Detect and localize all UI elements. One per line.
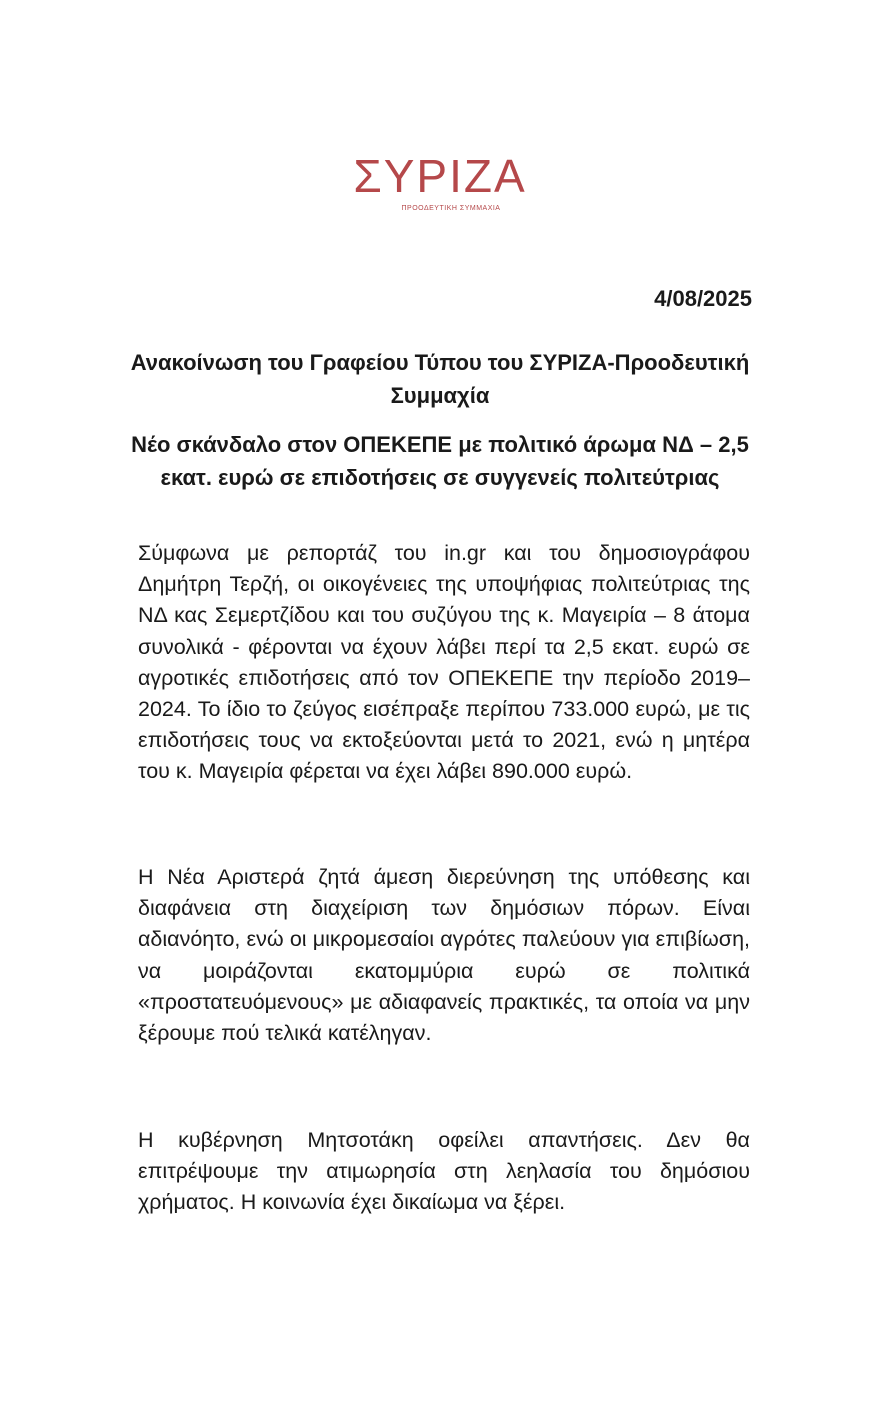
body-paragraph-3: Η κυβέρνηση Μητσοτάκη οφείλει απαντήσεις. Δεν θα επιτρέψουμε την ατιμωρησία στη λεηλασία του δημόσιου χρήματος. Η κοινωνία έχει δικαίωμα να ξέρει. bbox=[138, 1128, 750, 1215]
release-title: Νέο σκάνδαλο στον ΟΠΕΚΕΠΕ με πολιτικό άρωμα ΝΔ – 2,5 εκατ. ευρώ σε επιδοτήσεις σε συγγενείς πολιτεύτριας bbox=[131, 432, 749, 490]
body-paragraph-1: Σύμφωνα με ρεπορτάζ του in.gr και του δημοσιογράφου Δημήτρη Τερζή, οι οικογένειες της υποψήφιας πολιτεύτριας της ΝΔ κας Σεμερτζίδου και του συζύγου της κ. Μαγειρία – 8 άτομα συνολικά - φέρονται να έχουν λάβει περί τα 2,5 εκατ. ευρώ σε αγροτικές επιδοτήσεις από τον ΟΠΕΚΕΠΕ την περίοδο 2019–2024. Το ίδιο το ζεύγος εισέπραξε περίπου 733.000 ευρώ, με τις επιδοτήσεις τους να εκτοξεύονται μετά το 2021, ενώ η μητέρα του κ. Μαγειρία φέρεται να έχει λάβει 890.000 ευρώ. bbox=[138, 541, 750, 784]
release-date: 4/08/2025 bbox=[654, 286, 752, 311]
body-paragraph-2: Η Νέα Αριστερά ζητά άμεση διερεύνηση της υπόθεσης και διαφάνεια στη διαχείριση των δημόσιων πόρων. Είναι αδιανόητο, ενώ οι μικρομεσαίοι αγρότες παλεύουν για επιβίωση, να μοιράζονται εκατομμύρια ευρώ σε πολιτικά «προστατευόμενους» με αδιαφανείς πρακτικές, τα οποία να μην ξέρουμε πού τελικά κατέληγαν. bbox=[138, 865, 750, 1046]
announcement-heading: Ανακοίνωση του Γραφείου Τύπου του ΣΥΡΙΖΑ-Προοδευτική Συμμαχία bbox=[130, 350, 750, 408]
logo-wordmark: ΣΥΡΙΖΑ bbox=[353, 150, 527, 202]
logo-tagline: ΠΡΟΟΔΕΥΤΙΚΗ ΣΥΜΜΑΧΙΑ bbox=[401, 205, 501, 212]
syriza-logo bbox=[340, 150, 540, 230]
